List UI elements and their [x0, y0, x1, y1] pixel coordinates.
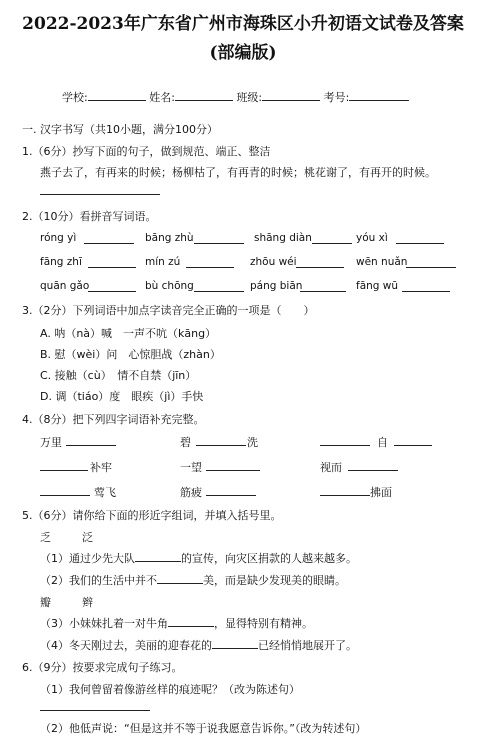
q6-sentence-1: （1）我何曾留着像游丝样的痕迹呢？（改为陈述句） — [40, 683, 300, 696]
q4-blank-7[interactable] — [348, 469, 398, 471]
q5-s4-blank[interactable] — [212, 638, 258, 649]
pinyin-12: fāng wū — [356, 280, 399, 292]
pinyin-answer-12[interactable] — [402, 290, 450, 292]
pinyin-1: róng yì — [40, 232, 77, 244]
q4-item-yingfei: 莺飞 — [94, 486, 116, 499]
q3-option-b[interactable]: B. 慰（wèi）问 心惊胆战（zhàn） — [40, 348, 221, 361]
pinyin-answer-6[interactable] — [186, 266, 234, 268]
document-title: 2022-2023年广东省广州市海珠区小升初语文试卷及答案 — [22, 14, 464, 34]
q4-blank-4[interactable] — [394, 444, 432, 446]
pinyin-2: bāng zhù — [145, 232, 194, 244]
q4-blank-2[interactable] — [196, 444, 246, 446]
pinyin-answer-8[interactable] — [406, 266, 456, 268]
q5-s1-part-b: 的宣传，向灾区捐款的人越来越多。 — [181, 552, 357, 565]
q5-char-bian: 辫 — [82, 596, 93, 609]
q5-s3-part-a: （3）小妹妹扎着一对牛角 — [40, 617, 168, 630]
info-school — [62, 89, 409, 105]
q4-item-xi: 洗 — [247, 436, 258, 449]
q5-s2-part-b: 美，而是缺少发现美的眼睛。 — [203, 574, 346, 587]
q5-s2-blank[interactable] — [157, 573, 203, 584]
class-blank[interactable] — [262, 90, 320, 101]
q4-item-fumian: 拂面 — [370, 486, 392, 499]
q3-stem: 3.（2分）下列词语中加点字读音完全正确的一项是（ ） — [22, 304, 315, 317]
q1-stem: 1.（6分）抄写下面的句子，做到规范、端正、整洁 — [22, 145, 271, 158]
school-blank[interactable] — [88, 90, 146, 101]
pinyin-7: zhōu wéi — [250, 256, 297, 268]
q1-answer-line[interactable] — [40, 193, 160, 195]
pinyin-answer-10[interactable] — [194, 290, 244, 292]
pinyin-3: shāng diàn — [254, 232, 312, 244]
pinyin-4: yóu xì — [356, 232, 388, 244]
name-blank[interactable] — [175, 90, 233, 101]
pinyin-answer-5[interactable] — [88, 266, 136, 268]
pinyin-6: mín zú — [145, 256, 181, 268]
q4-blank-5[interactable] — [40, 469, 88, 471]
q4-blank-1[interactable] — [66, 444, 116, 446]
exam-no-label: 考号: — [323, 91, 350, 104]
q2-stem: 2.（10分）看拼音写词语。 — [22, 210, 157, 223]
q5-s4-part-a: （4）冬天刚过去，美丽的迎春花的 — [40, 639, 212, 652]
q5-stem: 5.（6分）请你给下面的形近字组词，并填入括号里。 — [22, 509, 282, 522]
exam-no-blank[interactable] — [349, 90, 409, 101]
q4-item-jinpi: 筋疲 — [180, 486, 202, 499]
q5-sentence-2 — [40, 572, 346, 588]
pinyin-answer-9[interactable] — [88, 290, 136, 292]
q4-blank-10[interactable] — [320, 494, 370, 496]
q4-blank-9[interactable] — [206, 494, 256, 496]
pinyin-answer-4[interactable] — [396, 242, 444, 244]
q6-stem: 6.（9分）按要求完成句子练习。 — [22, 661, 183, 674]
pinyin-answer-2[interactable] — [194, 242, 244, 244]
q5-s3-blank[interactable] — [168, 616, 214, 627]
pinyin-5: fāng zhī — [40, 256, 82, 268]
q5-s4-part-b: 已经悄悄地展开了。 — [258, 639, 357, 652]
name-label: 姓名: — [149, 91, 175, 104]
q4-item-zi: 自 — [377, 436, 388, 449]
q5-char-fa: 乏 — [40, 531, 51, 544]
pinyin-answer-7[interactable] — [296, 266, 344, 268]
q6-sentence-2: （2）他低声说：“但是这并不等于说我愿意告诉你。”（改为转述句） — [40, 722, 367, 735]
q5-sentence-1 — [40, 550, 357, 566]
q4-blank-6[interactable] — [206, 469, 260, 471]
q4-item-yiwang: 一望 — [180, 461, 202, 474]
pinyin-answer-3[interactable] — [312, 242, 352, 244]
q5-s1-part-a: （1）通过少先大队 — [40, 552, 135, 565]
q5-s2-part-a: （2）我们的生活中并不 — [40, 574, 157, 587]
q4-item-bi: 碧 — [180, 436, 191, 449]
pinyin-10: bù chōng — [145, 280, 194, 292]
pinyin-answer-11[interactable] — [300, 290, 346, 292]
pinyin-9: quān gǎo — [40, 280, 90, 292]
q4-blank-8[interactable] — [40, 494, 90, 496]
q5-sentence-4 — [40, 637, 357, 653]
q4-item-shier: 视而 — [320, 461, 342, 474]
q5-char-ban: 瓣 — [40, 596, 51, 609]
q4-item-bulao: 补牢 — [90, 461, 112, 474]
pinyin-8: wēn nuǎn — [356, 256, 408, 268]
q3-option-d[interactable]: D. 调（tiáo）度 眼疾（jì）手快 — [40, 390, 204, 403]
q5-sentence-3 — [40, 615, 313, 631]
q3-option-c[interactable]: C. 接触（cù） 情不自禁（jīn） — [40, 369, 197, 382]
section-heading: 一. 汉字书写（共10小题，满分100分） — [22, 123, 218, 136]
q4-item-wanli: 万里 — [40, 436, 62, 449]
class-label: 班级: — [236, 91, 263, 104]
pinyin-11: páng biān — [250, 280, 303, 292]
q5-s3-part-b: ，显得特别有精神。 — [214, 617, 313, 630]
q4-stem: 4.（8分）把下列四字词语补充完整。 — [22, 413, 205, 426]
document-subtitle: (部编版) — [209, 43, 277, 63]
school-label: 学校: — [62, 91, 88, 104]
q3-option-a[interactable]: A. 呐（nà）喊 一声不吭（kāng） — [40, 327, 217, 340]
q5-s1-blank[interactable] — [135, 551, 181, 562]
q6-answer-line-1[interactable] — [40, 709, 150, 711]
pinyin-answer-1[interactable] — [84, 242, 134, 244]
q5-char-fan: 泛 — [82, 531, 93, 544]
q4-blank-3[interactable] — [320, 444, 370, 446]
q1-sentence: 燕子去了，有再来的时候；杨柳枯了，有再青的时候；桃花谢了，有再开的时候。 — [40, 166, 436, 179]
